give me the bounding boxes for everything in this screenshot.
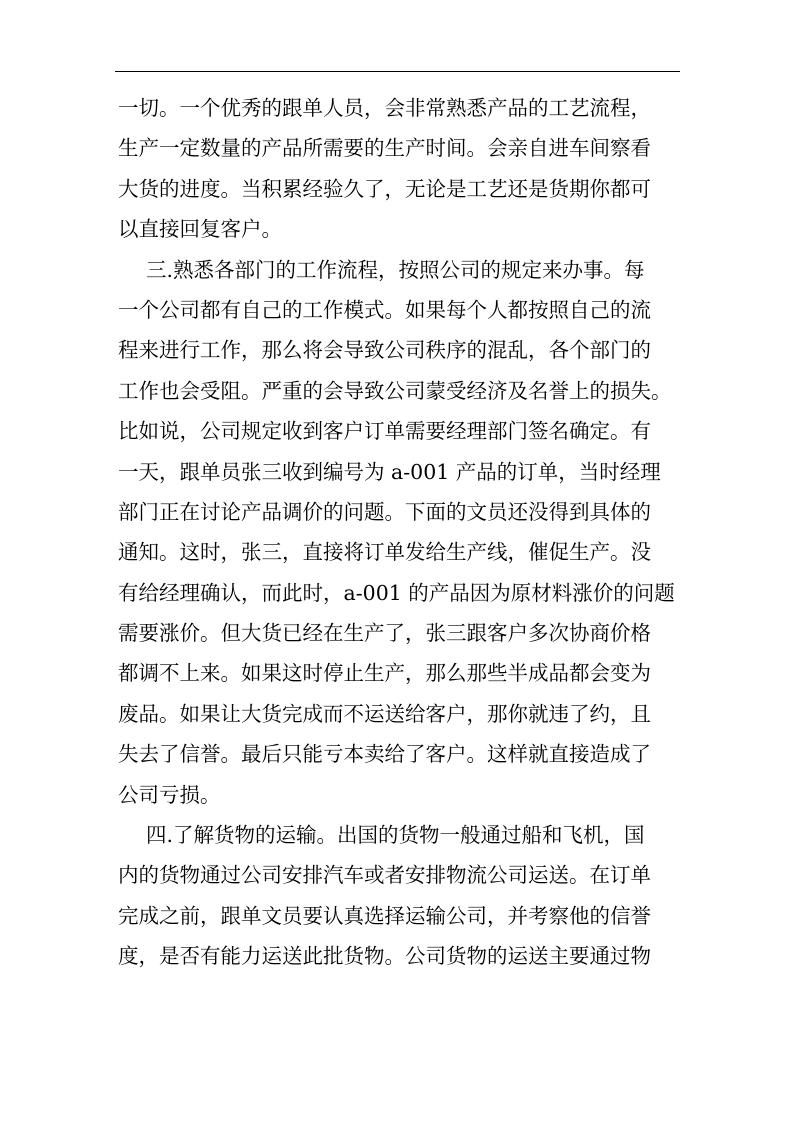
- text-line: 以直接回复客户。: [118, 217, 282, 242]
- text-line: 需要涨价。但大货已经在生产了，张三跟客户多次协商价格: [118, 621, 651, 646]
- text-line: 失去了信誉。最后只能亏本卖给了客户。这样就直接造成了: [118, 742, 651, 767]
- text-line: 一切。一个优秀的跟单人员，会非常熟悉产品的工艺流程，: [118, 96, 651, 120]
- text-line: 都调不上来。如果这时停止生产，那么那些半成品都会变为: [118, 661, 651, 686]
- text-line: 完成之前，跟单文员要认真选择运输公司，并考察他的信誉: [118, 903, 651, 928]
- text-line: 废品。如果让大货完成而不运送给客户，那你就违了约，且: [118, 701, 651, 726]
- text-line: 工作也会受阻。严重的会导致公司蒙受经济及名誉上的损失。: [118, 378, 672, 403]
- text-line: 程来进行工作，那么将会导致公司秩序的混乱，各个部门的: [118, 338, 651, 363]
- text-line: 大货的进度。当积累经验久了，无论是工艺还是货期你都可: [118, 176, 651, 201]
- section-heading-3: 三.熟悉各部门的工作流程，按照公司的规定来办事。每: [146, 257, 645, 282]
- text-line: 比如说，公司规定收到客户订单需要经理部门签名确定。有: [118, 419, 651, 444]
- text-line: 内的货物通过公司安排汽车或者安排物流公司运送。在订单: [118, 863, 651, 888]
- text-line: 生产一定数量的产品所需要的生产时间。会亲自进车间察看: [118, 136, 651, 161]
- header-rule: [115, 71, 680, 72]
- text-line: 有给经理确认，而此时，a-001 的产品因为原材料涨价的问题: [118, 580, 675, 605]
- text-line: 度，是否有能力运送此批货物。公司货物的运送主要通过物: [118, 944, 651, 969]
- text-line: 一个公司都有自己的工作模式。如果每个人都按照自己的流: [118, 297, 651, 322]
- text-line: 通知。这时，张三，直接将订单发给生产线，催促生产。没: [118, 540, 651, 565]
- text-line: 一天，跟单员张三收到编号为 a-001 产品的订单，当时经理: [118, 459, 661, 484]
- text-line: 公司亏损。: [118, 782, 221, 807]
- body-text: [118, 88, 678, 977]
- text-line: 部门正在讨论产品调价的问题。下面的文员还没得到具体的: [118, 499, 651, 524]
- section-heading-4: 四.了解货物的运输。出国的货物一般通过船和飞机，国: [146, 823, 645, 848]
